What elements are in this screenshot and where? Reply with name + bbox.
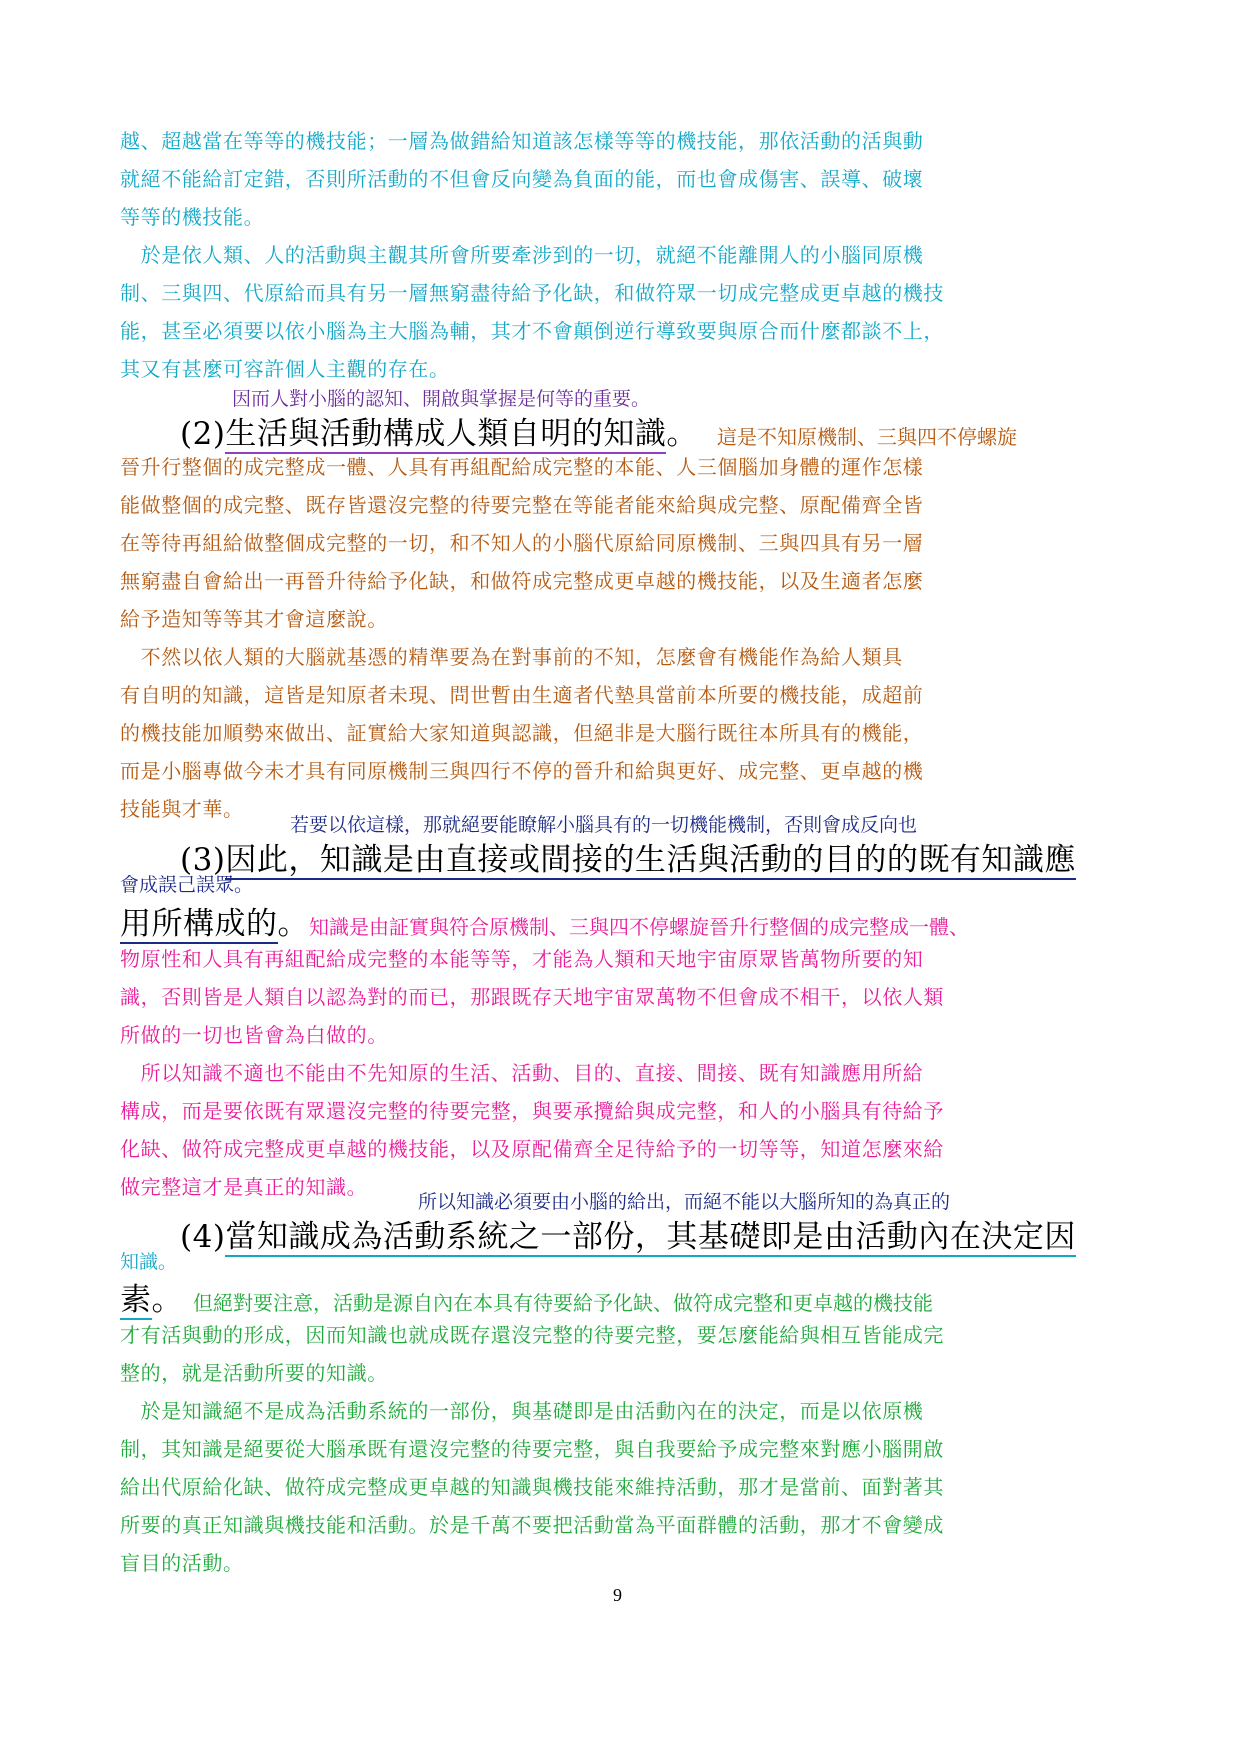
- s1-line: 其又有甚麼可容許個人主觀的存在。: [120, 357, 450, 381]
- heading-4: [120, 1211, 1120, 1255]
- heading-4-title: 當知識成為活動系統之一部份，其基礎即是由活動內在決定因: [225, 1219, 1076, 1255]
- s3-line: 構成，而是要依既有眾還沒完整的待要完整，與要承攬給與成完整，和人的小腦具有待給予: [120, 1099, 944, 1123]
- s2-line: 無窮盡自會給出一再晉升待給予化缺，和做符成完整成更卓越的機技能，以及生適者怎麼: [120, 569, 924, 593]
- heading-4-number: (4): [180, 1219, 226, 1255]
- heading-4-title-2: 素: [120, 1282, 152, 1318]
- s3-line: 物原性和人具有再組配給成完整的本能等等，才能為人類和天地宇宙原眾皆萬物所要的知: [120, 947, 924, 971]
- s2-line: 不然以依人類的大腦就基憑的精準要為在對事前的不知，怎麼會有機能作為給人類具: [120, 645, 903, 669]
- s3-line: 識，否則皆是人類自以認為對的而已，那跟既存天地宇宙眾萬物不但會成不相干，以依人類: [120, 985, 944, 1009]
- s4-line: 才有活與動的形成，因而知識也就成既存還沒完整的待要完整，要怎麼能給與相互皆能成完: [120, 1323, 944, 1347]
- s2-line: 能做整個的成完整、既存皆還沒完整的待要完整在等能者能來給與成完整、原配備齊全皆: [120, 493, 924, 517]
- section-1: [120, 122, 1120, 388]
- s2-line: 的機技能加順勢來做出、証實給大家知道與認識，但絕非是大腦行既往本所具有的機能，: [120, 721, 924, 745]
- heading-3-note: 若要以依這樣，那就絕要能瞭解小腦具有的一切機能機制，否則會成反向也: [290, 814, 918, 836]
- heading-2-number: (2): [180, 416, 226, 452]
- s4-line: 制，其知識是絕要從大腦承既有還沒完整的待要完整，與自我要給予成完整來對應小腦開啟: [120, 1437, 944, 1461]
- heading-4-note-2: 知識。: [120, 1251, 178, 1273]
- heading-2: [120, 408, 1120, 452]
- heading-4-tail: 但絕對要注意，活動是源自內在本具有待要給予化缺、做符成完整和更卓越的機技能: [193, 1291, 933, 1315]
- heading-4-note: 所以知識必須要由小腦的給出，而絕不能以大腦所知的為真正的: [418, 1191, 951, 1213]
- s1-line: 等等的機技能。: [120, 205, 265, 229]
- s4-line: 所要的真正知識與機技能和活動。於是千萬不要把活動當為平面群體的活動，那才不會變成: [120, 1513, 944, 1537]
- s3-line: 做完整這才是真正的知識。: [120, 1175, 368, 1199]
- s3-line: 所以知識不適也不能由不先知原的生活、活動、目的、直接、間接、既有知識應用所給: [120, 1061, 924, 1085]
- heading-3-end: 。: [277, 906, 309, 942]
- s2-line: 而是小腦專做今未才具有同原機制三與四行不停的晉升和給與更好、成完整、更卓越的機: [120, 759, 924, 783]
- section-3: [120, 940, 1120, 1206]
- s1-line: 能，甚至必須要以依小腦為主大腦為輔，其才不會顛倒逆行導致要與原合而什麼都談不上，: [120, 319, 944, 343]
- heading-2-note: 因而人對小腦的認知、開啟與掌握是何等的重要。: [232, 388, 651, 410]
- heading-3-note-2: 會成誤己誤眾。: [120, 874, 254, 896]
- heading-3-title: 因此，知識是由直接或間接的生活與活動的目的的既有知識應: [225, 842, 1076, 878]
- s2-line: 技能與才華。: [120, 797, 244, 821]
- section-2: [120, 448, 1120, 828]
- s3-line: 所做的一切也皆會為白做的。: [120, 1023, 388, 1047]
- s4-line: 整的，就是活動所要的知識。: [120, 1361, 388, 1385]
- s2-line: 在等待再組給做整個成完整的一切，和不知人的小腦代原給同原機制、三與四具有另一層: [120, 531, 924, 555]
- heading-3-title-2: 用所構成的: [120, 906, 278, 942]
- heading-3-tail: 知識是由証實與符合原機制、三與四不停螺旋晉升行整個的成完整成一體、: [309, 915, 969, 939]
- heading-4-cont: [120, 1274, 1120, 1318]
- heading-2-tail: 這是不知原機制、三與四不停螺旋: [717, 425, 1018, 449]
- s1-line: 於是依人類、人的活動與主觀其所會所要牽涉到的一切，就絕不能離開人的小腦同原機: [120, 243, 924, 267]
- section-4: [120, 1316, 1120, 1582]
- heading-2-title: 生活與活動構成人類自明的知識: [225, 416, 667, 452]
- heading-3: [120, 834, 1120, 878]
- s4-line: 給出代原給化缺、做符成完整成更卓越的知識與機技能來維持活動，那才是當前、面對著其: [120, 1475, 944, 1499]
- heading-2-end: 。: [666, 416, 698, 452]
- s1-line: 制、三與四、代原給而具有另一層無窮盡待給予化缺，和做符眾一切成完整成更卓越的機技: [120, 281, 944, 305]
- s4-line: 盲目的活動。: [120, 1551, 244, 1575]
- heading-3-cont: [120, 898, 1120, 942]
- s2-line: 晉升行整個的成完整成一體、人具有再組配給成完整的本能、人三個腦加身體的運作怎樣: [120, 455, 924, 479]
- heading-4-end: 。: [151, 1282, 183, 1318]
- s2-line: 有自明的知識，這皆是知原者未現、問世暫由生適者代墊具當前本所要的機技能，成超前: [120, 683, 924, 707]
- heading-3-number: (3): [180, 842, 226, 878]
- s1-line: 越、超越當在等等的機技能；一層為做錯給知道該怎樣等等的機技能，那依活動的活與動: [120, 129, 924, 153]
- s3-line: 化缺、做符成完整成更卓越的機技能，以及原配備齊全足待給予的一切等等，知道怎麼來給: [120, 1137, 944, 1161]
- s2-line: 給予造知等等其才會這麼說。: [120, 607, 388, 631]
- page-number: 9: [613, 1585, 622, 1605]
- s1-line: 就絕不能給訂定錯，否則所活動的不但會反向變為負面的能，而也會成傷害、誤導、破壞: [120, 167, 924, 191]
- s4-line: 於是知識絕不是成為活動系統的一部份，與基礎即是由活動內在的決定，而是以依原機: [120, 1399, 924, 1423]
